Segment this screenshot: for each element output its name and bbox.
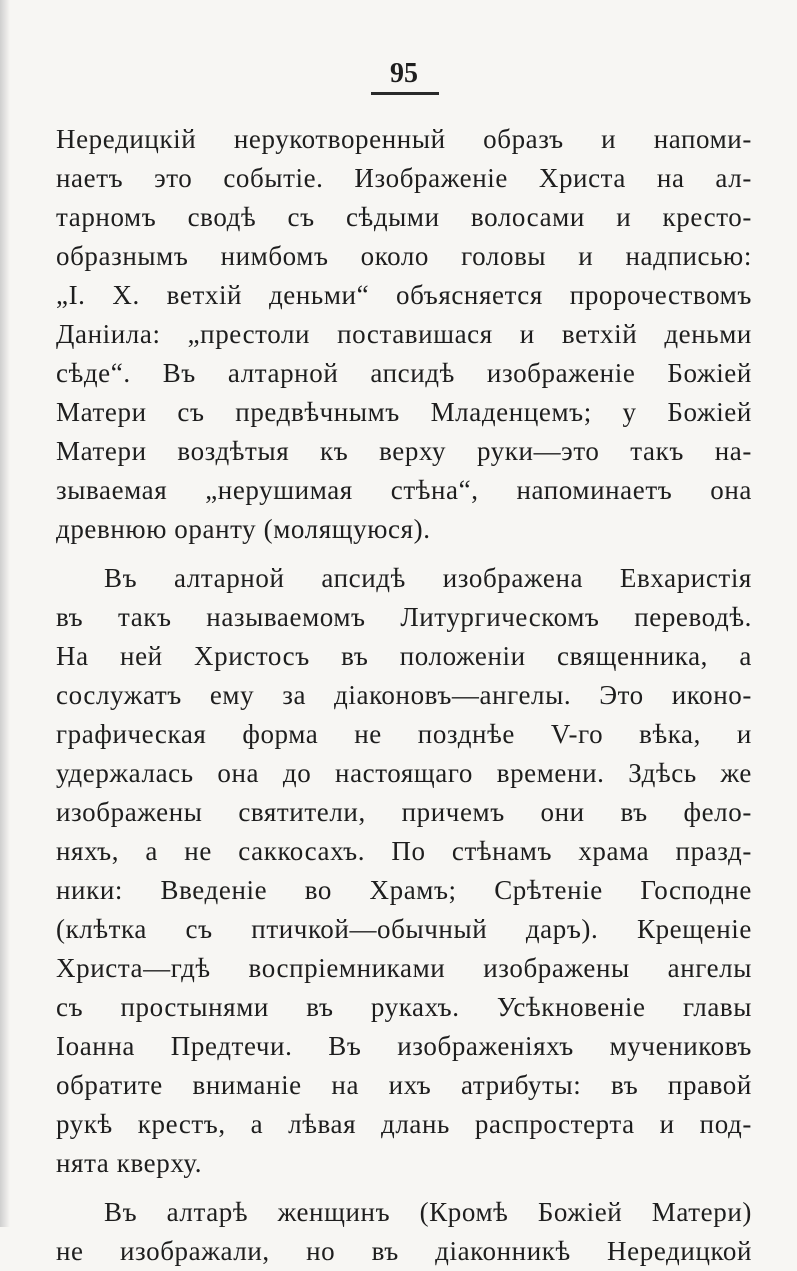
text-line: съ простынями въ рукахъ. Усѣкновеніе главы: [56, 992, 752, 1022]
text-line: Матери съ предвѣчнымъ Младенцемъ; у Божіей: [56, 397, 752, 427]
text-line: Іоанна Предтечи. Въ изображеніяхъ мучениковъ: [56, 1031, 752, 1061]
text-line: сѣде“. Въ алтарной апсидѣ изображеніе Божіей: [56, 358, 752, 388]
text-line: наетъ это событіе. Изображеніе Христа на ал-: [56, 163, 752, 193]
text-line: древнюю оранту (молящуюся).: [56, 514, 431, 544]
text-line: удержалась она до настоящаго времени. Здѣсь же: [56, 758, 752, 788]
paragraph: [56, 120, 752, 549]
paragraph-gap: [56, 1183, 752, 1193]
text-line: Въ алтарной апсидѣ изображена Евхаристія: [104, 563, 752, 593]
text-line: зываемая „нерушимая стѣна“, напоминаетъ она: [56, 475, 752, 505]
text-line: Даніила: „престоли поставишася и ветхій деньми: [56, 319, 752, 349]
page-edge-shadow: [0, 0, 10, 1227]
text-line: Нередицкій нерукотворенный образъ и напоми-: [56, 124, 752, 154]
text-line: Христа—гдѣ воспріемниками изображены ангелы: [56, 953, 752, 983]
text-line: графическая форма не позднѣе V-го вѣка, и: [56, 719, 752, 749]
text-line: образнымъ нимбомъ около головы и надписью:: [56, 241, 752, 271]
text-line: рукѣ крестъ, а лѣвая длань распростерта и под-: [56, 1109, 752, 1139]
text-line: сослужатъ ему за діаконовъ—ангелы. Это иконо-: [56, 680, 752, 710]
text-line: не изображали, но въ діаконникѣ Нередицкой: [56, 1236, 752, 1266]
page-number-underline: [371, 92, 439, 95]
text-line: нята кверху.: [56, 1148, 203, 1178]
text-line: изображены святители, причемъ они въ фело-: [56, 797, 752, 827]
paragraph-gap: [56, 549, 752, 559]
text-line: (клѣтка съ птичкой—обычный даръ). Крещеніе: [56, 914, 752, 944]
paragraph: [56, 559, 752, 1183]
text-line: ники: Введеніе во Храмъ; Срѣтеніе Господне: [56, 875, 752, 905]
text-line: няхъ, а не саккосахъ. По стѣнамъ храма празд-: [56, 836, 752, 866]
page-number: 95: [390, 58, 418, 89]
text-line: тарномъ сводѣ съ сѣдыми волосами и кресто-: [56, 202, 752, 232]
text-line: Въ алтарѣ женщинъ (Кромѣ Божіей Матери): [104, 1197, 752, 1227]
text-line: Матери воздѣтыя къ верху руки—это такъ на-: [56, 436, 752, 466]
text-line: „І. Х. ветхій деньми“ объясняется пророчествомъ: [56, 280, 752, 310]
paragraph: [56, 1193, 752, 1271]
text-line: обратите вниманіе на ихъ атрибуты: въ правой: [56, 1070, 752, 1100]
body-text: [56, 120, 752, 1271]
text-line: въ такъ называемомъ Литургическомъ переводѣ.: [56, 602, 752, 632]
text-line: На ней Христосъ въ положеніи священника, а: [56, 641, 752, 671]
